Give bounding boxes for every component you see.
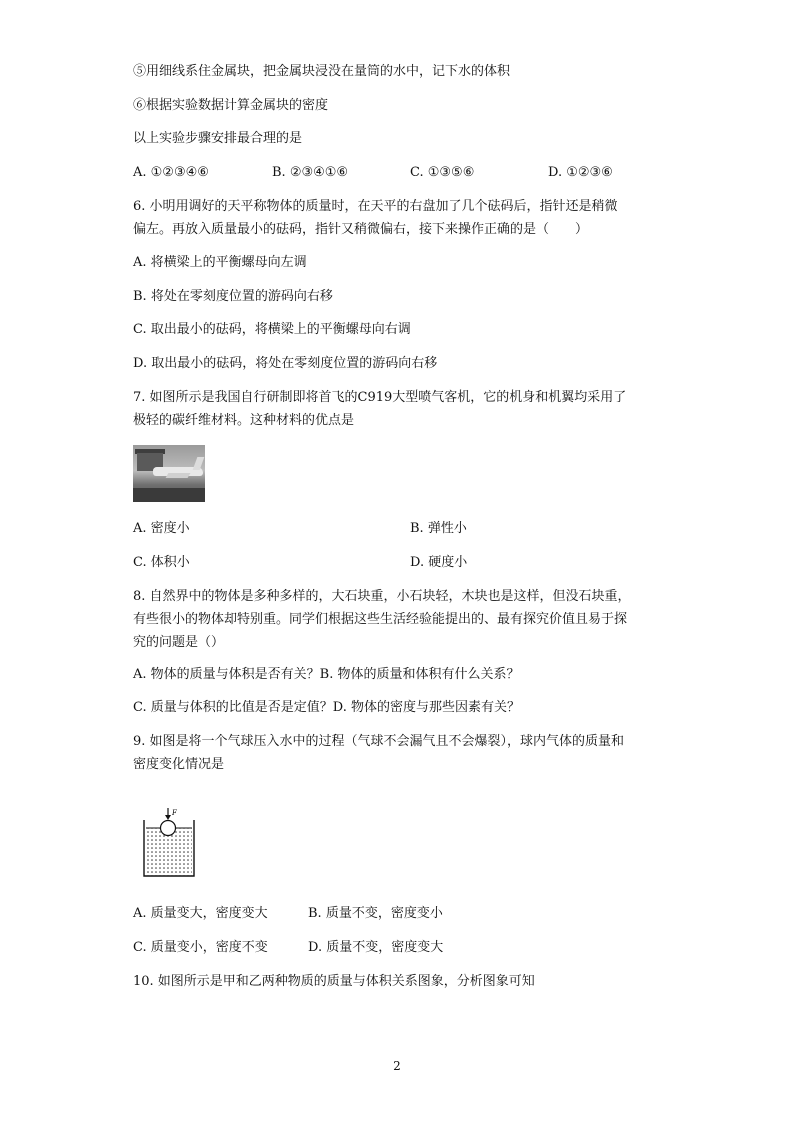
q7-stem-line1: 7. 如图所示是我国自行研制即将首飞的C919大型喷气客机，它的机身和机翼均采用了 xyxy=(133,390,627,405)
q9-stem-line1: 9. 如图是将一个气球压入水中的过程（气球不会漏气且不会爆裂），球内气体的质量和 xyxy=(133,734,625,749)
q5-option-b: B. ②③④①⑥ xyxy=(272,165,349,180)
q7-stem-line2: 极轻的碳纤维材料。这种材料的优点是 xyxy=(133,413,355,428)
q6-option-b: B. 将处在零刻度位置的游码向右移 xyxy=(133,289,333,304)
q8-options-row2: C. 质量与体积的比值是否是定值？D. 物体的密度与那些因素有关？ xyxy=(133,700,520,715)
airplane-wing xyxy=(166,473,191,478)
q7-option-a: A. 密度小 xyxy=(133,521,190,536)
q9-option-c: C. 质量变小，密度不变 xyxy=(133,940,268,955)
force-arrow-head xyxy=(165,815,171,820)
q7-option-b: B. 弹性小 xyxy=(410,521,467,536)
force-label: F xyxy=(172,809,177,817)
q6-option-c: C. 取出最小的砝码，将横梁上的平衡螺母向右调 xyxy=(133,322,411,337)
q10-stem-line1: 10. 如图所示是甲和乙两种物质的质量与体积关系图象，分析图象可知 xyxy=(133,974,535,989)
q7-option-d: D. 硬度小 xyxy=(410,555,468,570)
q9-stem-line2: 密度变化情况是 xyxy=(133,757,225,772)
q8-stem-line3: 究的问题是（） xyxy=(133,635,225,650)
q6-option-a: A. 将横梁上的平衡螺母向左调 xyxy=(133,255,307,270)
q9-option-a: A. 质量变大，密度变大 xyxy=(133,906,268,921)
q6-stem-line1: 6. 小明用调好的天平称物体的质量时，在天平的右盘加了几个砝码后，指针还是稍微 xyxy=(133,199,618,214)
step-6-text: ⑥根据实验数据计算金属块的密度 xyxy=(133,98,329,113)
tarmac xyxy=(133,488,205,502)
q5-stem: 以上实验步骤安排最合理的是 xyxy=(133,131,303,146)
q6-option-d: D. 取出最小的砝码，将处在零刻度位置的游码向右移 xyxy=(133,356,438,371)
q6-stem-line2: 偏左。再放入质量最小的砝码，指针又稍微偏右，接下来操作正确的是（ ） xyxy=(133,222,589,237)
q8-options-row1: A. 物体的质量与体积是否有关？B. 物体的质量和体积有什么关系？ xyxy=(133,667,520,682)
q5-option-d: D. ①②③⑥ xyxy=(548,165,613,180)
page-number: 2 xyxy=(393,1059,401,1073)
airplane-tail xyxy=(193,457,205,470)
q5-option-c: C. ①③⑤⑥ xyxy=(410,165,475,180)
balloon-water-diagram xyxy=(138,806,200,878)
q7-option-c: C. 体积小 xyxy=(133,555,190,570)
q8-stem-line2: 有些很小的物体却特别重。同学们根据这些生活经验能提出的、最有探究价值且易于探 xyxy=(133,612,628,627)
q9-option-b: B. 质量不变，密度变小 xyxy=(308,906,443,921)
q9-option-d: D. 质量不变，密度变大 xyxy=(308,940,444,955)
q5-option-a: A. ①②③④⑥ xyxy=(133,165,209,180)
c919-airplane-photo xyxy=(133,445,205,502)
step-5-text: ⑤用细线系住金属块，把金属块浸没在量筒的水中，记下水的体积 xyxy=(133,64,511,79)
q8-stem-line1: 8. 自然界中的物体是多种多样的，大石块重，小石块轻，木块也是这样，但没石块重， xyxy=(133,589,631,604)
balloon xyxy=(161,821,176,836)
